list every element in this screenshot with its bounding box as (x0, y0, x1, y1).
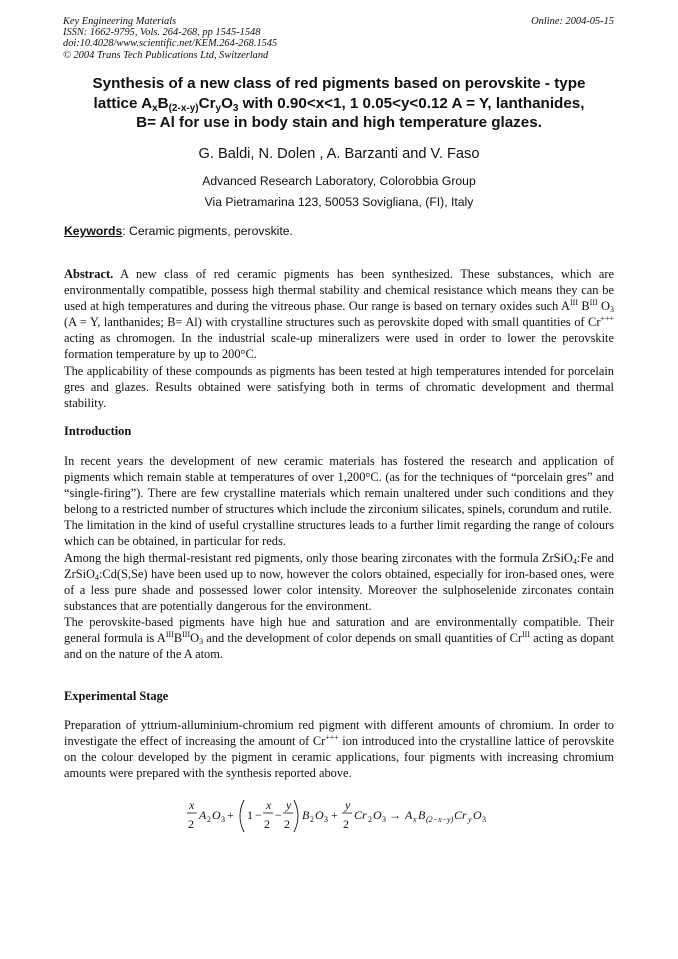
title-line-2: lattice $A_xB_{(2-x-y)}Cr_yO_3$ with 0.90<x<1, 1 0.05<y<0.12 A = Y, lanthanides, (93, 94, 585, 114)
svg-text:y: y (468, 815, 472, 824)
svg-text:3: 3 (482, 815, 486, 824)
abstract-paragraph-2: The applicability of these compounds as pigments has been tested at high temperatures intended for porcelain gres and glazes. Results obtained were satisfying both in terms of chromatic development and thermal stability. (64, 363, 614, 410)
experimental-paragraph-1: Preparation of yttrium-alluminium-chromium red pigment with different amounts of chromium. In order to investigate the effect of increasing the amount of Cr+++ ion introduced into the crystalline lattice of perovskite on the colour developed by the pigment in ceramic applications, four pigments with increasing chromium amounts were prepared with the synthesis reported above. (64, 718, 614, 781)
svg-text:2: 2 (188, 817, 194, 831)
issn-line: ISSN: 1662-9795, Vols. 264-268, pp 1545-1548 (63, 27, 261, 39)
affiliation-line-1: Advanced Research Laboratory, Colorobbia Group (202, 174, 476, 188)
svg-text:3: 3 (221, 815, 225, 824)
svg-text:B: B (302, 808, 310, 822)
svg-text:Cr: Cr (354, 808, 367, 822)
svg-text:2: 2 (343, 817, 349, 831)
synthesis-equation (186, 796, 506, 836)
introduction-heading: Introduction (64, 424, 132, 438)
svg-text:→: → (389, 808, 401, 822)
svg-text:(2−x−y): (2−x−y) (426, 815, 454, 824)
authors: G. Baldi, N. Dolen , A. Barzanti and V. Faso (198, 146, 480, 162)
journal-name: Key Engineering Materials (63, 16, 177, 27)
svg-text:O: O (212, 808, 221, 822)
svg-text:−: − (255, 808, 262, 822)
svg-text:y: y (286, 798, 292, 812)
svg-text:x: x (266, 798, 272, 812)
svg-text:y: y (345, 798, 351, 812)
copyright-line: © 2004 Trans Tech Publications Ltd, Switzerland (63, 49, 269, 61)
svg-text:3: 3 (382, 815, 386, 824)
svg-text:2: 2 (368, 815, 372, 824)
svg-text:O: O (473, 808, 482, 822)
svg-text:2: 2 (310, 815, 314, 824)
title-line-1: Synthesis of a new class of red pigments based on perovskite - type (92, 75, 586, 92)
keywords-label: Keywords (64, 224, 123, 238)
svg-text:+: + (331, 808, 338, 822)
svg-text:x: x (413, 815, 417, 824)
intro-paragraph-4: The perovskite-based pigments have high hue and saturation and are environmentally compatible. Their general formula is $A^{III}B^{III}O_3$ and the development of color depends on small quantities of $Cr^{III}$ acting as dopant and on the nature of the A atom. (64, 614, 614, 662)
experimental-heading: Experimental Stage (64, 689, 169, 703)
title-line-3: B= Al for use in body stain and high temperature glazes. (136, 114, 542, 131)
svg-text:B: B (418, 808, 426, 822)
doi-line: doi:10.4028/www.scientific.net/KEM.264-268.1545 (63, 38, 278, 50)
experimental-section (64, 717, 614, 781)
svg-text:2: 2 (207, 815, 211, 824)
svg-text:A: A (405, 808, 413, 822)
svg-text:O: O (373, 808, 382, 822)
online-date: Online: 2004-05-15 (531, 16, 614, 27)
keywords-text: : Ceramic pigments, perovskite. (122, 224, 293, 238)
affiliation-line-2: Via Pietramarina 123, 50053 Sovigliana, (FI), Italy (204, 195, 474, 209)
paper-title (40, 74, 638, 133)
introduction-section (64, 453, 614, 662)
svg-text:Cr: Cr (454, 808, 467, 822)
svg-text:1: 1 (247, 808, 253, 822)
journal-header (63, 16, 277, 61)
svg-text:3: 3 (324, 815, 328, 824)
abstract-label: Abstract. (64, 267, 114, 281)
abstract (64, 266, 614, 411)
abstract-paragraph-1: Abstract. A new class of red ceramic pigments has been synthesized. These substances, which are environmentally compatible, possess high thermal stability and chemical resistance which means they can be used at high temperatures and during the vitreous phase. Our range is based on ternary oxides such $A^{III}$ $B^{III}$ $O_3$ (A = Y, lanthanides; B= Al) with crystalline structures such as perovskite doped with small quantities of Cr+++ acting as chromogen. In the industrial scale-up mineralizers were used in order to lower the perovskite formation temperature by up to 200°C. (64, 267, 614, 362)
svg-text:A: A (199, 808, 207, 822)
svg-text:2: 2 (284, 817, 290, 831)
svg-text:x: x (189, 798, 195, 812)
intro-paragraph-1: In recent years the development of new ceramic materials has fostered the research and application of pigments which remain stable at temperatures of over 1,200°C. (as for the techniques of “porcelain gres” and “single-firing”). There are few crystalline materials which remain unaltered under such conditions and they belong to a restricted number of structures which include the zirconium silicates, spinels, corundum and rutile. (64, 454, 614, 517)
svg-text:−: − (275, 808, 282, 822)
intro-paragraph-2: The limitation in the kind of useful crystalline structures leads to a further limit regarding the range of colours which can be obtained, in particular for reds. (64, 518, 614, 549)
intro-paragraph-3: Among the high thermal-resistant red pigments, only those bearing zirconates with the formula ZrSiO$_4$:Fe and ZrSiO$_4$:Cd(S,Se) have been used up to now, however the colors obtained, especially for iron-based ones, were of a less pure shade and possessed lower color intensity. Moreover the sulphoselenide zirconates contain substances that are potentially dangerous for the environment. (64, 550, 614, 613)
svg-text:2: 2 (264, 817, 270, 831)
svg-text:O: O (315, 808, 324, 822)
keywords (64, 224, 293, 238)
svg-text:+: + (227, 808, 234, 822)
